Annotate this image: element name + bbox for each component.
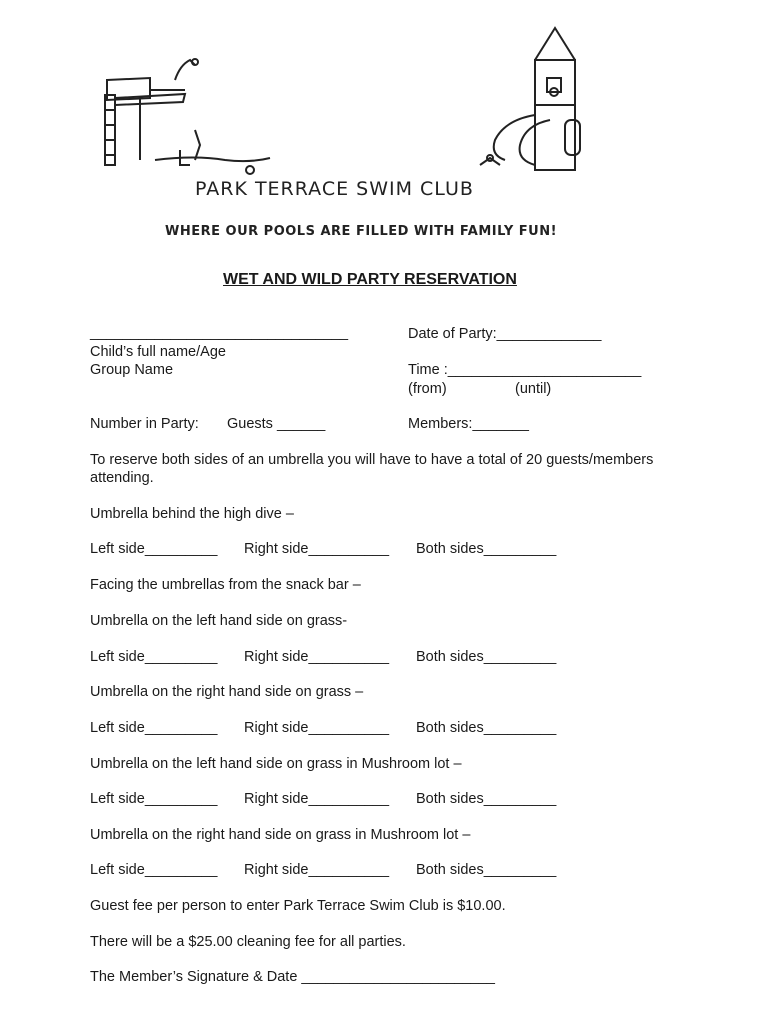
umbrella-note-line1: To reserve both sides of an umbrella you will have to have a total of 20 guests/members xyxy=(90,452,654,468)
child-name-label: Child’s full name/Age xyxy=(90,344,226,360)
number-in-party-label: Number in Party: xyxy=(90,416,199,432)
time-until-label: (until) xyxy=(515,381,552,397)
mushroom-left-section-label: Umbrella on the left hand side on grass in Mushroom lot – xyxy=(90,756,462,772)
guests-field[interactable]: Guests ______ xyxy=(227,416,326,432)
guest-fee-text: Guest fee per person to enter Park Terrace Swim Club is $10.00. xyxy=(90,898,506,914)
mushroom-right-both-sides[interactable]: Both sides_________ xyxy=(416,862,557,878)
high-dive-both-sides[interactable]: Both sides_________ xyxy=(416,541,557,557)
members-field[interactable]: Members:_______ xyxy=(408,416,529,432)
swim-club-logo xyxy=(95,20,585,180)
facing-snack-bar-label: Facing the umbrellas from the snack bar – xyxy=(90,577,361,593)
umbrella-note-line2: attending. xyxy=(90,470,154,486)
mushroom-right-section-label: Umbrella on the right hand side on grass in Mushroom lot – xyxy=(90,827,471,843)
club-tagline: WHERE OUR POOLS ARE FILLED WITH FAMILY FUN! xyxy=(165,224,558,239)
left-grass-section-label: Umbrella on the left hand side on grass- xyxy=(90,613,348,629)
right-grass-left-side[interactable]: Left side_________ xyxy=(90,720,218,736)
high-dive-left-side[interactable]: Left side_________ xyxy=(90,541,218,557)
time-from-label: (from) xyxy=(408,381,447,397)
mushroom-right-right-side[interactable]: Right side__________ xyxy=(244,862,390,878)
right-grass-both-sides[interactable]: Both sides_________ xyxy=(416,720,557,736)
left-grass-right-side[interactable]: Right side__________ xyxy=(244,649,390,665)
mushroom-left-left-side[interactable]: Left side_________ xyxy=(90,791,218,807)
date-of-party-field[interactable]: Date of Party:_____________ xyxy=(408,326,602,342)
time-field[interactable]: Time :________________________ xyxy=(408,362,642,378)
cleaning-fee-text: There will be a $25.00 cleaning fee for all parties. xyxy=(90,934,406,950)
mushroom-left-both-sides[interactable]: Both sides_________ xyxy=(416,791,557,807)
high-dive-right-side[interactable]: Right side__________ xyxy=(244,541,390,557)
signature-date-field[interactable]: The Member’s Signature & Date ________________________ xyxy=(90,969,495,985)
right-grass-right-side[interactable]: Right side__________ xyxy=(244,720,390,736)
form-title: WET AND WILD PARTY RESERVATION xyxy=(223,271,517,288)
right-grass-section-label: Umbrella on the right hand side on grass – xyxy=(90,684,364,700)
group-name-label: Group Name xyxy=(90,362,174,378)
left-grass-left-side[interactable]: Left side_________ xyxy=(90,649,218,665)
child-name-field[interactable]: ________________________________ xyxy=(90,325,349,341)
left-grass-both-sides[interactable]: Both sides_________ xyxy=(416,649,557,665)
high-dive-section-label: Umbrella behind the high dive – xyxy=(90,506,294,522)
mushroom-left-right-side[interactable]: Right side__________ xyxy=(244,791,390,807)
mushroom-right-left-side[interactable]: Left side_________ xyxy=(90,862,218,878)
club-name: PARK TERRACE SWIM CLUB xyxy=(195,178,474,200)
